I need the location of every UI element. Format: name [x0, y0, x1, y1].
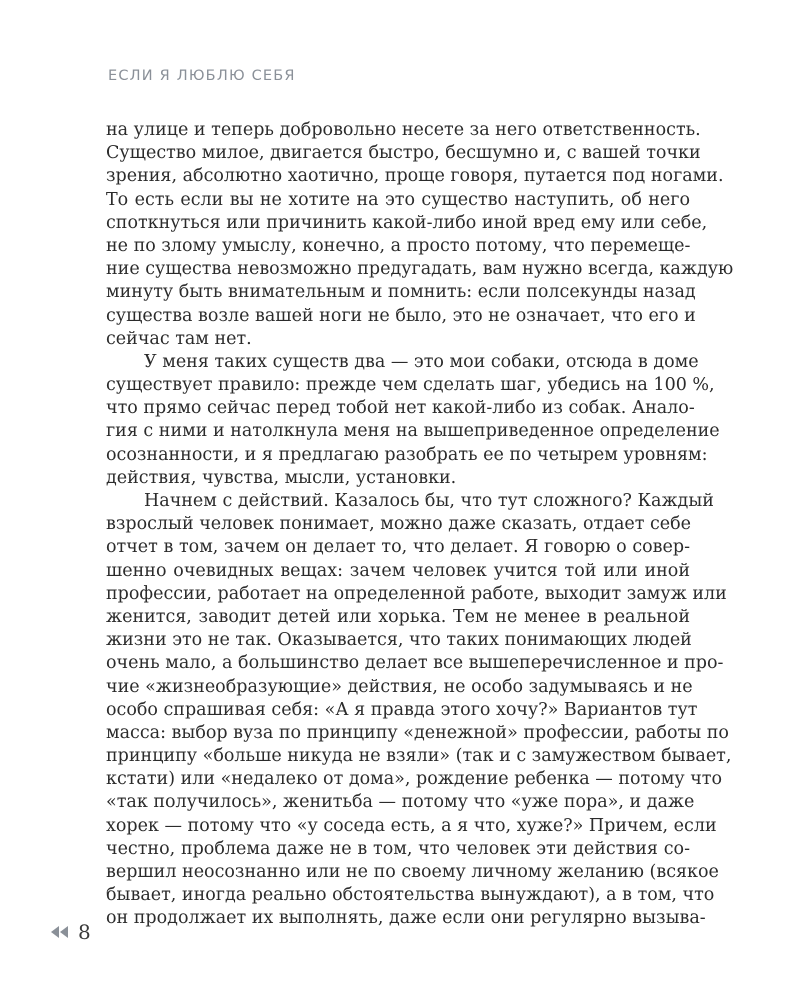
text-line: хорек — потому что «у соседа есть, а я что, хуже?» Причем, если [106, 815, 717, 836]
text-line: минуту быть внимательным и помнить: если полсекунды назад [106, 282, 696, 303]
text-line: ние существа невозможно предугадать, вам нужно всегда, каждую [106, 259, 734, 280]
body-text [106, 119, 734, 931]
text-line: гия с ними и натолкнула меня на вышеприведенное определение [106, 421, 720, 442]
text-line: честно, проблема даже не в том, что человек эти действия со- [106, 838, 690, 859]
text-line: кстати) или «недалеко от дома», рождение ребенка — потому что [106, 769, 723, 790]
text-line: вершил неосознанно или не по своему личному желанию (всякое [106, 862, 719, 882]
text-line: существует правило: прежде чем сделать шаг, убедись на 100 %, [106, 375, 715, 396]
paragraph-first-line: Начнем с действий. Казалось бы, что тут сложного? Каждый [144, 491, 714, 511]
text-line: профессии, работает на определенной работе, выходит замуж или [106, 583, 727, 604]
text-line: женится, заводит детей или хорька. Тем не менее в реальной [106, 606, 690, 627]
text-line: масса: выбор вуза по принципу «денежной» профессии, работы по [106, 722, 729, 743]
text-line: принципу «больше никуда не взяли» (так и с замужеством бывает, [106, 746, 732, 767]
text-line: на улице и теперь добровольно несете за него ответственность. [106, 120, 701, 140]
text-line: существа возле вашей ноги не было, это не означает, что его и [106, 305, 696, 326]
text-line: сейчас там нет. [106, 328, 252, 349]
double-left-arrow-icon [50, 924, 70, 940]
text-line: что прямо сейчас перед тобой нет какой-либо из собак. Анало- [106, 398, 695, 419]
text-line: бывает, иногда реально обстоятельства вынуждают), а в том, что [106, 885, 715, 906]
text-line: зрения, абсолютно хаотично, проще говоря, путается под ногами. [106, 166, 724, 187]
text-line: жизни это не так. Оказывается, что таких понимающих людей [106, 630, 692, 651]
text-line: отчет в том, зачем он делает то, что делает. Я говорю о совер- [106, 537, 690, 558]
text-line: споткнуться или причинить какой-либо иной вред ему или себе, [106, 212, 708, 233]
paragraph-first-line: У меня таких существ два — это мои собаки, отсюда в доме [144, 351, 699, 372]
text-line: взрослый человек понимает, можно даже сказать, отдает себе [106, 514, 692, 535]
text-line: особо спрашивая себя: «А я правда этого хочу?» Вариантов тут [106, 699, 698, 720]
text-line: очень мало, а большинство делает все вышеперечисленное и про- [106, 653, 724, 674]
page-footer [50, 920, 91, 944]
text-line: То есть если вы не хотите на это существо наступить, об него [106, 189, 690, 210]
text-line: «так получилось», женитьба — потому что «уже пора», и даже [106, 792, 695, 813]
running-header: ЕСЛИ Я ЛЮБЛЮ СЕБЯ [108, 68, 296, 84]
text-line: чие «жизнеобразующие» действия, не особо задумываясь и не [106, 676, 693, 697]
text-line: Существо милое, двигается быстро, бесшумно и, с вашей точки [106, 143, 701, 164]
text-line: осознанности, и я предлагаю разобрать ее по четырем уровням: [106, 444, 708, 465]
page-number: 8 [78, 920, 91, 944]
text-line: не по злому умыслу, конечно, а просто потому, что перемеще- [106, 235, 691, 256]
text-line: шенно очевидных вещах: зачем человек учится той или иной [106, 560, 690, 581]
text-line: действия, чувства, мысли, установки. [106, 467, 457, 488]
text-line: он продолжает их выполнять, даже если они регулярно вызыва- [106, 908, 706, 929]
